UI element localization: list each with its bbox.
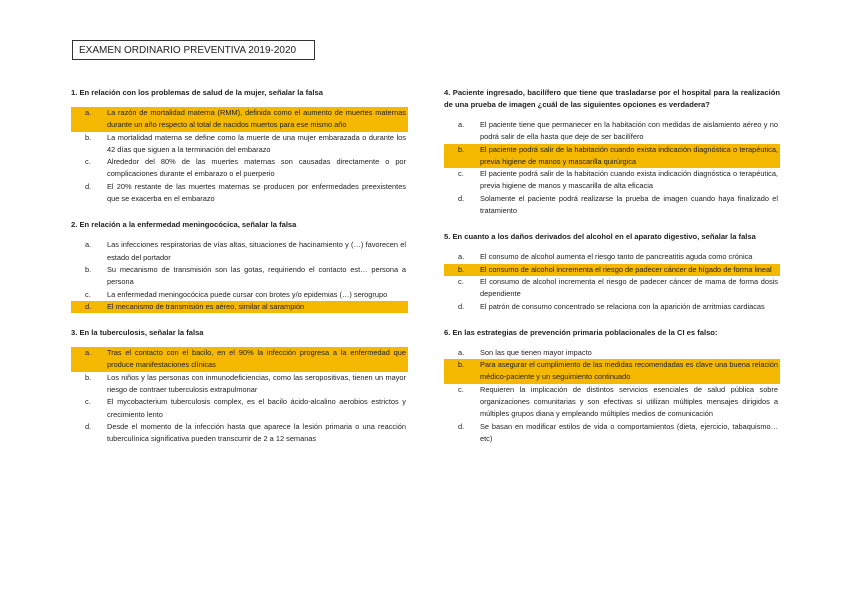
option-text: Alrededor del 80% de las muertes maternas son causadas directamente o por complicaciones durante el embarazo o el puerperio [107, 157, 406, 179]
option-text: Solamente el paciente podrá realizarse la prueba de imagen cuando haya finalizado el tratamiento [480, 193, 778, 216]
option-text: Para asegurar el cumplimiento de las medidas recomendadas es clave una buena relación médico-paciente y un seguimiento continuado [480, 360, 778, 382]
option-text: El consumo de alcohol incrementa el riesgo de padecer cáncer de hígado de forma lineal [480, 264, 772, 274]
option-letter: c. [458, 276, 464, 286]
option-letter: d. [85, 181, 92, 191]
question-text: 5. En cuanto a los daños derivados del alcohol en el aparato digestivo, señalar la falsa [444, 232, 756, 242]
option-letter: d. [458, 301, 465, 311]
option-letter: b. [85, 132, 92, 142]
question-text: 2. En relación a la enfermedad meningocócica, señalar la falsa [71, 220, 297, 230]
question-block [444, 327, 780, 445]
question-block [71, 219, 408, 313]
answer-option [444, 421, 780, 446]
option-letter: b. [458, 144, 465, 154]
option-letter: d. [458, 193, 465, 203]
option-letter: a. [85, 348, 92, 358]
answer-option-highlighted [71, 347, 408, 372]
option-text: El consumo de alcohol incrementa el riesgo de padecer cáncer de mama de forma dosis dependiente [480, 276, 778, 299]
option-letter: a. [458, 252, 465, 262]
answer-option-highlighted [444, 359, 780, 384]
option-letter: d. [458, 421, 465, 431]
option-text: Su mecanismo de transmisión son las gotas, requiriendo el contacto est… persona a persona [107, 264, 406, 287]
question-block [71, 87, 408, 205]
option-text: El consumo de alcohol aumenta el riesgo tanto de pancreatitis aguda como crónica [480, 252, 753, 262]
option-text: Desde el momento de la infección hasta que aparece la lesión primaria o una reacción tuberculínica significativa pueden transcurrir de 2 a 12 semanas [107, 421, 406, 444]
option-letter: a. [458, 347, 465, 357]
option-letter: b. [458, 360, 465, 370]
answer-option [71, 156, 408, 181]
answer-option [71, 132, 408, 157]
answer-option [71, 181, 408, 206]
answer-option [444, 251, 780, 263]
option-text: El mycobacterium tuberculosis complex, es el bacilo ácido-alcalino aerobios estrictos y crecimiento lento [107, 397, 406, 419]
option-letter: c. [85, 397, 91, 407]
answer-option [71, 239, 408, 264]
answer-option [71, 372, 408, 397]
question-text: 6. En las estrategias de prevención primaria poblacionales de la CI es falso: [444, 327, 718, 337]
exam-title: EXAMEN ORDINARIO PREVENTIVA 2019-2020 [72, 40, 315, 60]
question-block [71, 327, 408, 445]
answer-option [71, 289, 408, 301]
question-text: 1. En relación con los problemas de salud de la mujer, señalar la falsa [71, 88, 323, 97]
answer-option [444, 193, 780, 218]
question-block [444, 231, 780, 312]
right-column [444, 87, 780, 459]
option-text: Requieren la implicación de distintos servicios esenciales de salud pública sobre organizaciones comunitarias y son efectivas si utilizan múltiples mensajes dirigidos a múltiples grupos diana y empleando múltiples medios de comunicación [480, 384, 778, 419]
answer-option-highlighted [444, 264, 780, 276]
answer-option [71, 421, 408, 446]
option-text: La enfermedad meningocócica puede cursar con brotes y/o epidemias (…) serogrupo [107, 289, 388, 299]
option-letter: c. [85, 157, 91, 167]
option-letter: b. [85, 372, 92, 382]
option-letter: d. [85, 301, 92, 311]
option-text: El paciente tiene que permanecer en la habitación con medidas de aislamiento aéreo y no podrá salir de ella hasta que deje de ser bacilífero [480, 120, 778, 142]
answer-option [444, 168, 780, 193]
option-letter: d. [85, 421, 92, 431]
option-letter: a. [85, 240, 92, 250]
option-letter: c. [458, 169, 464, 179]
option-text: La mortalidad materna se define como la muerte de una mujer embarazada o durante los 42 días que siguen a la terminación del embarazo [107, 132, 406, 154]
left-column [71, 87, 408, 460]
question-text: 4. Paciente ingresado, bacilífero que tiene que trasladarse por el hospital para la realización de una prueba de imagen ¿cuál de las siguientes opciones es verdadera? [444, 88, 780, 109]
option-text: El 20% restante de las muertes maternas se producen por enfermedades preexistentes que se exacerba en el embarazo [107, 181, 406, 204]
option-letter: a. [458, 120, 465, 129]
answer-option [444, 276, 780, 301]
option-text: Tras el contacto con el bacilo, en el 90% la infección progresa a la enfermedad que produce manifestaciones clínicas [107, 348, 406, 370]
answer-option [71, 264, 408, 289]
option-text: Son las que tienen mayor impacto [480, 347, 592, 357]
option-text: Se basan en modificar estilos de vida o comportamientos (dieta, ejercicio, tabaquismo…etc) [480, 421, 778, 443]
option-text: Las infecciones respiratorias de vías altas, situaciones de hacinamiento y (…) favorecen el estado del portador [107, 240, 406, 262]
option-text: Los niños y las personas con inmunodeficiencias, como las seropositivas, tienen un mayor riesgo de contraer tuberculosis extrapulmonar [107, 372, 406, 395]
answer-option [71, 396, 408, 421]
option-text: El paciente podrá salir de la habitación cuando exista indicación diagnóstica o terapéutica, previa higiene de manos y mascarilla de alta eficacia [480, 169, 778, 191]
answer-option [444, 384, 780, 421]
option-text: El patrón de consumo concentrado se relaciona con la aparición de arritmias cardiacas [480, 301, 765, 311]
answer-option [444, 347, 780, 359]
answer-option-highlighted [71, 107, 408, 132]
option-letter: b. [458, 264, 465, 274]
answer-option-highlighted [71, 301, 408, 313]
option-text: El paciente podrá salir de la habitación cuando exista indicación diagnóstica o terapéutica, previa higiene de manos y mascarilla quirúrgica [480, 144, 778, 166]
answer-option [444, 301, 780, 313]
option-letter: c. [85, 289, 91, 299]
answer-option [444, 119, 780, 144]
question-block [444, 87, 780, 217]
question-text: 3. En la tuberculosis, señalar la falsa [71, 328, 204, 338]
option-text: La razón de mortalidad materna (RMM), definida como el aumento de muertes maternas durante un año respecto al total de nacidos muertos para ese mismo año [107, 108, 406, 130]
option-letter: b. [85, 264, 92, 274]
option-text: El mecanismo de transmisión es aéreo, similar al sarampión [107, 301, 305, 311]
option-letter: a. [85, 108, 92, 117]
answer-option-highlighted [444, 144, 780, 169]
option-letter: c. [458, 384, 464, 394]
